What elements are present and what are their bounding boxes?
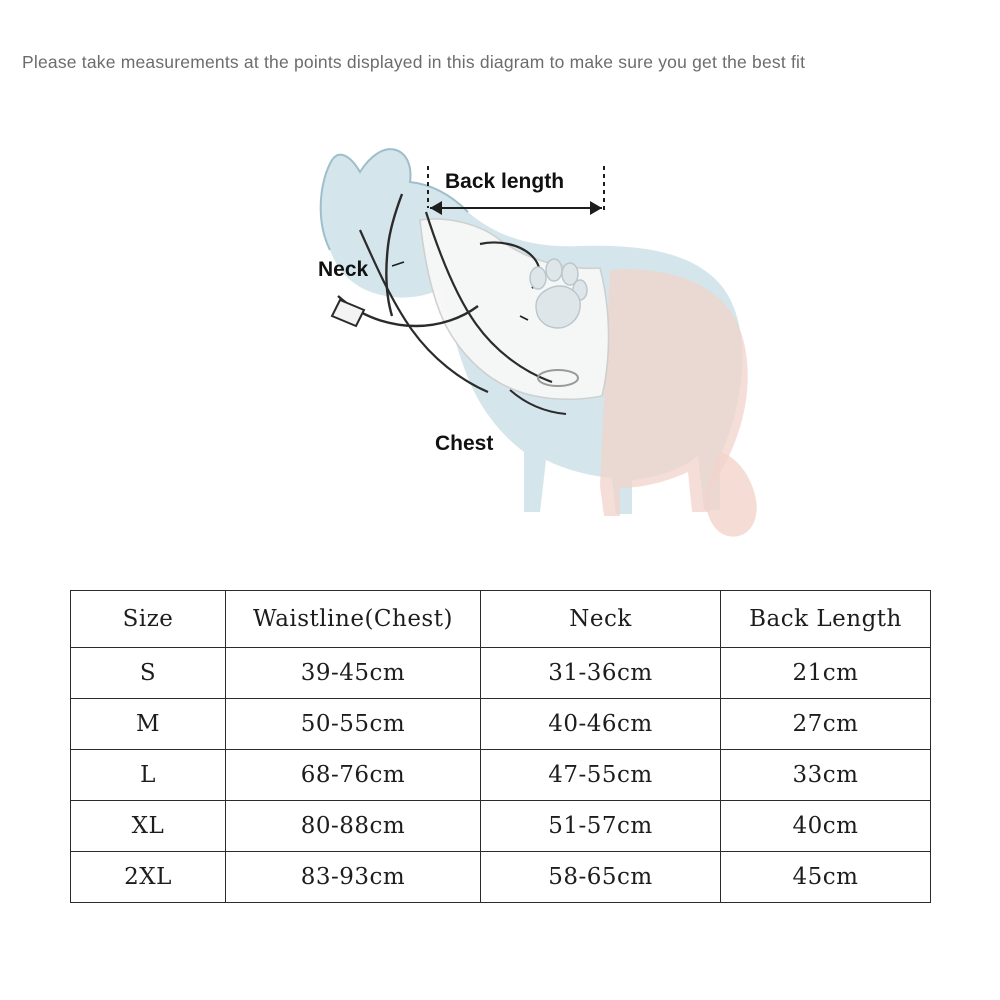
cell-waistline: 39-45cm [226, 648, 481, 699]
header-neck: Neck [481, 591, 721, 648]
table-header-row [71, 591, 931, 648]
table-row [71, 750, 931, 801]
cell-neck: 51-57cm [481, 801, 721, 852]
table-row [71, 852, 931, 903]
cell-waistline: 68-76cm [226, 750, 481, 801]
cell-size: XL [71, 801, 226, 852]
cell-waistline: 50-55cm [226, 699, 481, 750]
back-length-label: Back length [445, 170, 565, 193]
cell-back: 40cm [721, 801, 931, 852]
instruction-text: Please take measurements at the points displayed in this diagram to make sure you get the best fit [22, 52, 806, 72]
header-back-length: Back Length [721, 591, 931, 648]
cell-size: S [71, 648, 226, 699]
header-waistline: Waistline(Chest) [226, 591, 481, 648]
cell-neck: 47-55cm [481, 750, 721, 801]
cell-neck: 58-65cm [481, 852, 721, 903]
header-size: Size [71, 591, 226, 648]
cell-back: 33cm [721, 750, 931, 801]
cell-size: M [71, 699, 226, 750]
measurement-diagram [180, 120, 820, 560]
cell-back: 45cm [721, 852, 931, 903]
cell-waistline: 83-93cm [226, 852, 481, 903]
table-row [71, 801, 931, 852]
chest-label: Chest [435, 432, 494, 455]
cell-neck: 31-36cm [481, 648, 721, 699]
cell-back: 21cm [721, 648, 931, 699]
cell-neck: 40-46cm [481, 699, 721, 750]
table-row [71, 648, 931, 699]
cell-waistline: 80-88cm [226, 801, 481, 852]
size-table [70, 590, 931, 903]
cell-size: 2XL [71, 852, 226, 903]
cell-size: L [71, 750, 226, 801]
cell-back: 27cm [721, 699, 931, 750]
neck-label: Neck [318, 258, 369, 281]
table-row [71, 699, 931, 750]
